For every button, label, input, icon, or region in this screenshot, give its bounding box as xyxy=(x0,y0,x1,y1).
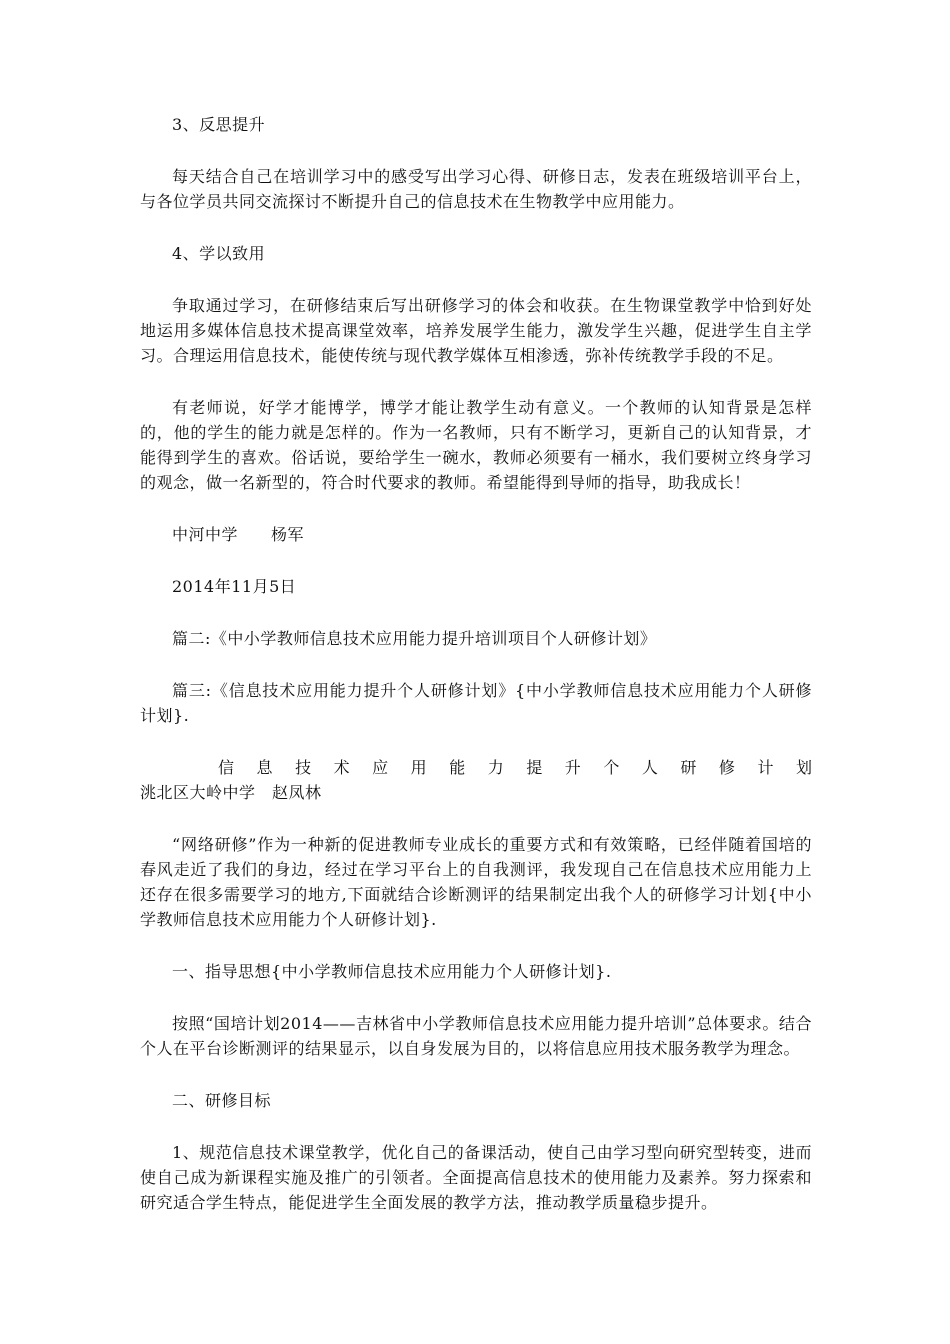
heading-reflect: 3、反思提升 xyxy=(172,115,266,134)
plan-title-char: 应 xyxy=(372,758,389,777)
date: 2014年11月5日 xyxy=(172,577,297,596)
paragraph-reflect: 每天结合自己在培训学习中的感受写出学习心得、研修日志，发表在班级培训平台上，与各位学员共同交流探讨不断提升自己的信息技术在生物教学中应用能力。 xyxy=(140,167,812,211)
plan-title-char: 息 xyxy=(256,758,273,777)
signature: 中河中学 杨军 xyxy=(172,525,305,544)
plan-title-char: 力 xyxy=(487,758,504,777)
plan-title-char: 术 xyxy=(333,758,350,777)
heading-guiding-thought: 一、指导思想{中小学教师信息技术应用能力个人研修计划}. xyxy=(172,962,612,981)
part-three-title: 篇三:《信息技术应用能力提升个人研修计划》{中小学教师信息技术应用能力个人研修计划}. xyxy=(140,681,812,725)
plan-title-char: 信 xyxy=(218,758,235,777)
plan-title-char: 计 xyxy=(757,758,774,777)
plan-title-char: 用 xyxy=(410,758,427,777)
paragraph-network-training: “网络研修”作为一种新的促进教师专业成长的重要方式和有效策略，已经伴随着国培的春风走近了我们的身边，经过在学习平台上的自我测评，我发现自己在信息技术应用能力上还存在很多需要学习的地方,下面就结合诊断测评的结果制定出我个人的研修学习计划{中小学教师信息技术应用能力个人研修计划}. xyxy=(140,835,812,929)
plan-title-char: 升 xyxy=(564,758,581,777)
paragraph-guiding-thought: 按照“国培计划2014——吉林省中小学教师信息技术应用能力提升培训”总体要求。结合个人在平台诊断测评的结果显示，以自身发展为目的，以将信息应用技术服务教学为理念。 xyxy=(140,1014,812,1058)
heading-apply: 4、学以致用 xyxy=(172,244,266,263)
document-page xyxy=(140,112,812,1215)
plan-author: 洮北区大岭中学 赵凤林 xyxy=(140,783,322,802)
paragraph-teacher: 有老师说，好学才能博学，博学才能让教学生动有意义。一个教师的认知背景是怎样的，他的学生的能力就是怎样的。作为一名教师，只有不断学习，更新自己的认知背景，才能得到学生的喜欢。俗话说，要给学生一碗水，教师必须要有一桶水，我们要树立终身学习的观念，做一名新型的，符合时代要求的教师。希望能得到导师的指导，助我成长！ xyxy=(140,398,812,492)
plan-title-char: 个 xyxy=(603,758,620,777)
plan-title-char: 人 xyxy=(641,758,658,777)
plan-title-char: 划 xyxy=(795,758,812,777)
heading-training-goal: 二、研修目标 xyxy=(172,1091,272,1110)
plan-title-char: 能 xyxy=(449,758,466,777)
plan-title-char: 修 xyxy=(718,758,735,777)
paragraph-goal-one: 1、规范信息技术课堂教学，优化自己的备课活动，使自己由学习型向研究型转变，进而使自己成为新课程实施及推广的引领者。全面提高信息技术的使用能力及素养。努力探索和研究适合学生特点，能促进学生全面发展的教学方法，推动教学质量稳步提升。 xyxy=(140,1143,812,1212)
plan-title-char: 研 xyxy=(680,758,697,777)
plan-title-char: 技 xyxy=(295,758,312,777)
part-two-title: 篇二:《中小学教师信息技术应用能力提升培训项目个人研修计划》 xyxy=(172,629,657,648)
plan-title-char: 提 xyxy=(526,758,543,777)
paragraph-apply: 争取通过学习，在研修结束后写出研修学习的体会和收获。在生物课堂教学中恰到好处地运用多媒体信息技术提高课堂效率，培养发展学生能力，激发学生兴趣，促进学生自主学习。合理运用信息技术，能使传统与现代教学媒体互相渗透，弥补传统教学手段的不足。 xyxy=(140,296,812,365)
plan-title xyxy=(140,755,812,780)
